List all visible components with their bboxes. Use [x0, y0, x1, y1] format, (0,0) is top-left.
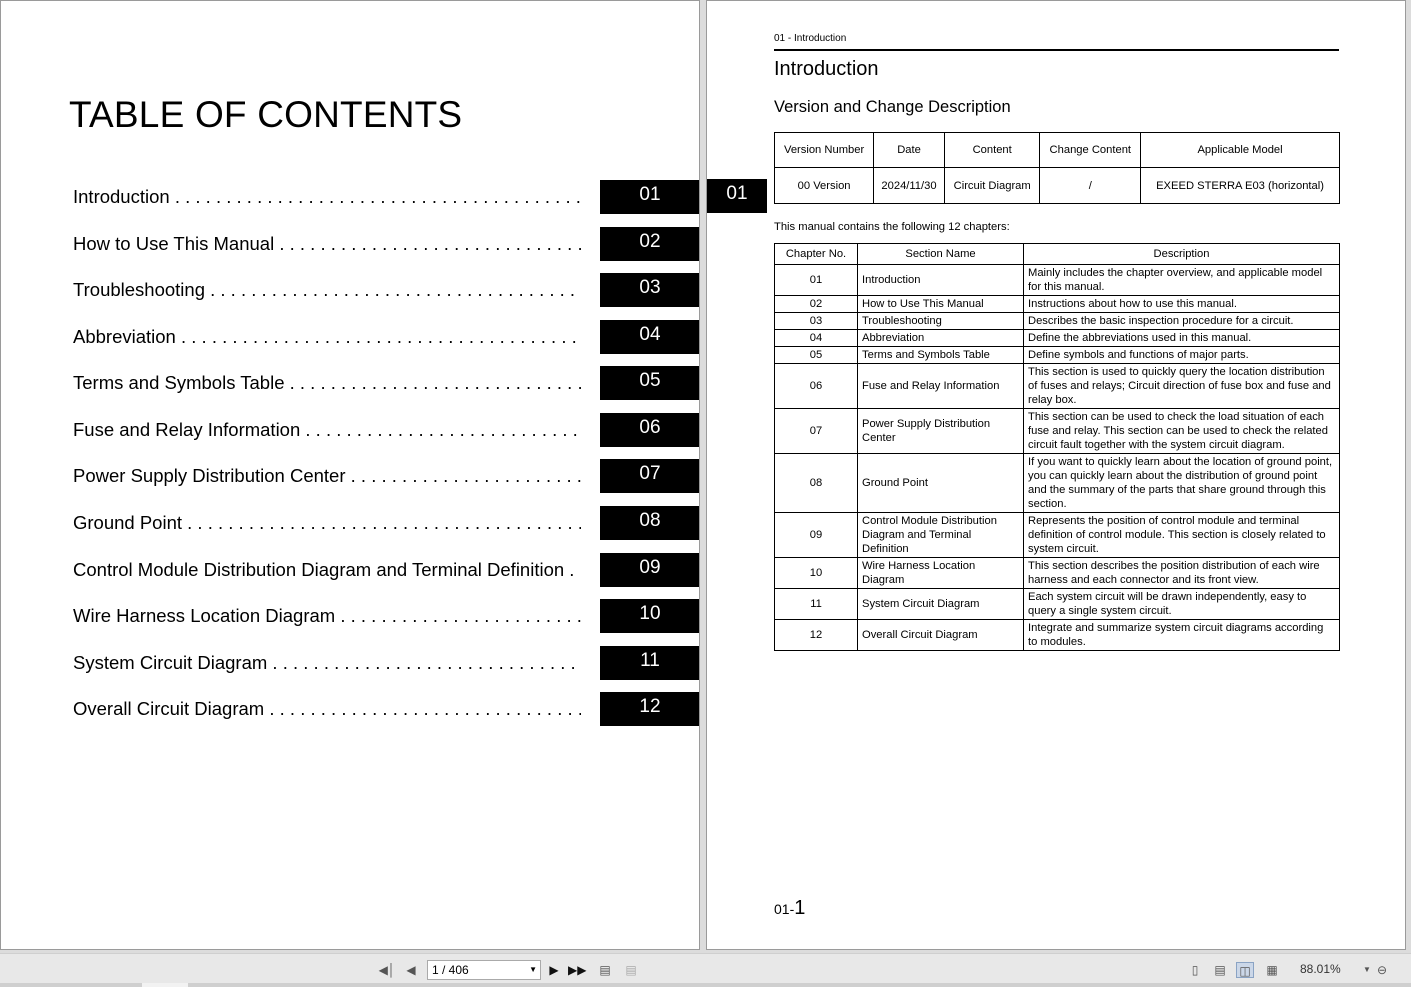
go-forward-icon[interactable]: ▤	[625, 963, 637, 977]
chapter-table-cell: Wire Harness Location Diagram	[858, 558, 1024, 589]
toc-entry-label: Power Supply Distribution Center . . .	[73, 459, 581, 493]
chapter-table-cell: Define symbols and functions of major parts.	[1024, 347, 1340, 364]
chapter-table-cell: Ground Point	[858, 454, 1024, 513]
table-row	[775, 265, 1340, 296]
continuous-view-icon[interactable]: ▤	[1214, 963, 1226, 977]
toc-entry[interactable]	[73, 506, 700, 540]
toc-entry-label: Introduction . . .	[73, 180, 581, 214]
page-number-value: 1	[794, 897, 806, 919]
horizontal-scrollbar[interactable]	[0, 983, 1411, 987]
page-indicator-field[interactable]	[427, 960, 541, 980]
version-table-header: Change Content	[1040, 133, 1141, 168]
toc-entry[interactable]	[73, 320, 700, 354]
table-row	[775, 558, 1340, 589]
chapter-table-cell: Troubleshooting	[858, 313, 1024, 330]
table-row	[775, 313, 1340, 330]
chapter-table-cell: If you want to quickly learn about the location of ground point, you can quickly learn about the distribution of ground point and the summary of the parts that share ground through this section.	[1024, 454, 1340, 513]
toc-entry-number: 06	[600, 413, 700, 447]
first-page-icon[interactable]: ◀│	[378, 963, 396, 977]
zoom-level[interactable]: 88.01%	[1300, 962, 1341, 976]
toc-entry[interactable]	[73, 459, 700, 493]
chapter-table-cell: Introduction	[858, 265, 1024, 296]
table-row	[775, 454, 1340, 513]
facing-view-icon[interactable]: ◫	[1236, 962, 1254, 978]
chapter-table-cell: Abbreviation	[858, 330, 1024, 347]
table-row	[775, 409, 1340, 454]
table-row	[775, 620, 1340, 651]
zoom-out-icon[interactable]: ⊖	[1376, 963, 1388, 977]
chapters-intro-text: This manual contains the following 12 chapters:	[774, 221, 1010, 233]
chapter-table-cell: Each system circuit will be drawn independently, easy to query a single system circuit.	[1024, 589, 1340, 620]
page-indicator: 1 / 406	[432, 963, 469, 977]
version-table-cell: 2024/11/30	[874, 168, 945, 204]
chapter-table-cell: 06	[775, 364, 858, 409]
introduction-page	[706, 0, 1406, 950]
next-page-icon[interactable]: ▶	[549, 963, 559, 977]
header-rule	[774, 49, 1339, 51]
chapter-table-cell: Define the abbreviations used in this manual.	[1024, 330, 1340, 347]
page-number	[774, 897, 805, 920]
toc-entry-number: 12	[600, 692, 700, 726]
version-table-header: Date	[874, 133, 945, 168]
version-table	[774, 132, 1340, 204]
toc-entry-label: Terms and Symbols Table . . .	[73, 366, 581, 400]
chapter-table-header: Chapter No.	[775, 244, 858, 265]
scrollbar-thumb[interactable]	[142, 983, 188, 987]
single-page-view-icon[interactable]: ▯	[1191, 963, 1199, 977]
running-head: 01 - Introduction	[774, 33, 847, 44]
toc-entry-number: 07	[600, 459, 700, 493]
toc-entry[interactable]	[73, 646, 700, 680]
chapter-table-cell: 08	[775, 454, 858, 513]
subsection-title: Version and Change Description	[774, 98, 1011, 116]
toc-entry-label: Fuse and Relay Information . . .	[73, 413, 581, 447]
chapter-table-cell: Fuse and Relay Information	[858, 364, 1024, 409]
toc-entry[interactable]	[73, 366, 700, 400]
toc-entry-number: 01	[600, 180, 700, 214]
chapter-table-cell: 02	[775, 296, 858, 313]
chapter-table-cell: 01	[775, 265, 858, 296]
table-row	[775, 296, 1340, 313]
version-table-cell: 00 Version	[775, 168, 874, 204]
toc-title: TABLE OF CONTENTS	[69, 94, 463, 135]
chapter-table-cell: Control Module Distribution Diagram and Terminal Definition	[858, 513, 1024, 558]
zoom-dropdown-icon[interactable]: ▼	[1363, 965, 1371, 974]
chapter-table-cell: 04	[775, 330, 858, 347]
version-table-cell: Circuit Diagram	[944, 168, 1040, 204]
chapter-table-cell: Mainly includes the chapter overview, and applicable model for this manual.	[1024, 265, 1340, 296]
chapter-table-cell: 05	[775, 347, 858, 364]
chapter-table-cell: Describes the basic inspection procedure for a circuit.	[1024, 313, 1340, 330]
chapter-table-cell: 09	[775, 513, 858, 558]
toc-entry-number: 03	[600, 273, 700, 307]
version-table-header: Applicable Model	[1141, 133, 1340, 168]
table-row	[775, 330, 1340, 347]
chapter-table-cell: 12	[775, 620, 858, 651]
toc-entry[interactable]	[73, 180, 700, 214]
chapter-table-cell: Integrate and summarize system circuit diagrams according to modules.	[1024, 620, 1340, 651]
section-title: Introduction	[774, 58, 879, 80]
toc-entry[interactable]	[73, 692, 700, 726]
toc-page	[0, 0, 700, 950]
toc-entry-number: 11	[600, 646, 700, 680]
table-row	[775, 364, 1340, 409]
chapter-table-cell: Power Supply Distribution Center	[858, 409, 1024, 454]
toc-entry-number: 08	[600, 506, 700, 540]
toc-entry-number: 05	[600, 366, 700, 400]
chapter-table-cell: This section describes the position distribution of each wire harness and each connector and its front view.	[1024, 558, 1340, 589]
go-back-icon[interactable]: ▤	[599, 963, 611, 977]
version-table-header: Content	[944, 133, 1040, 168]
previous-page-icon[interactable]: ◀	[406, 963, 416, 977]
page-number-prefix: 01-	[774, 901, 795, 917]
chapter-table-cell: 07	[775, 409, 858, 454]
chapter-table-cell: This section can be used to check the load situation of each fuse and relay. This section can be used to check the related circuit fault together with the system circuit diagram.	[1024, 409, 1340, 454]
toc-entry-label: Ground Point . . .	[73, 506, 581, 540]
version-table-header: Version Number	[775, 133, 874, 168]
chapter-table-cell: 11	[775, 589, 858, 620]
chapter-table-cell: Instructions about how to use this manual.	[1024, 296, 1340, 313]
toc-entry-label: Control Module Distribution Diagram and Terminal Definition . . .	[73, 553, 581, 587]
last-page-icon[interactable]: ▶▶	[568, 963, 587, 977]
toc-entry-label: Troubleshooting . . .	[73, 273, 581, 307]
chapter-table-cell: Terms and Symbols Table	[858, 347, 1024, 364]
chevron-down-icon[interactable]: ▼	[529, 965, 537, 974]
toc-entry-label: How to Use This Manual . . .	[73, 227, 581, 261]
version-table-cell: /	[1040, 168, 1141, 204]
chapter-table-cell: 10	[775, 558, 858, 589]
table-row	[775, 513, 1340, 558]
toc-entry-number: 10	[600, 599, 700, 633]
toc-entry-number: 09	[600, 553, 700, 587]
toc-entry[interactable]	[73, 227, 700, 261]
viewer-toolbar	[0, 953, 1411, 987]
toc-entry[interactable]	[73, 599, 700, 633]
toc-entry-label: Overall Circuit Diagram . . .	[73, 692, 581, 726]
table-row	[775, 347, 1340, 364]
chapter-table-header: Description	[1024, 244, 1340, 265]
chapter-table-cell: How to Use This Manual	[858, 296, 1024, 313]
chapter-table-cell: Overall Circuit Diagram	[858, 620, 1024, 651]
chapter-table-cell: Represents the position of control module and terminal definition of control module. This section is closely related to system circuit.	[1024, 513, 1340, 558]
toc-entry-label: Abbreviation . . .	[73, 320, 581, 354]
chapter-table-cell: This section is used to quickly query the location distribution of fuses and relays; Circuit direction of fuse box and fuse and relay box.	[1024, 364, 1340, 409]
toc-entry[interactable]	[73, 413, 700, 447]
chapter-table-header: Section Name	[858, 244, 1024, 265]
chapter-table-cell: 03	[775, 313, 858, 330]
version-table-cell: EXEED STERRA E03 (horizontal)	[1141, 168, 1340, 204]
toc-entry-label: System Circuit Diagram . . .	[73, 646, 581, 680]
continuous-facing-view-icon[interactable]: ▦	[1266, 963, 1278, 977]
toc-entry-number: 02	[600, 227, 700, 261]
toc-entry-label: Wire Harness Location Diagram . . .	[73, 599, 581, 633]
chapter-tab: 01	[707, 179, 767, 213]
toc-entry-number: 04	[600, 320, 700, 354]
chapter-table-cell: System Circuit Diagram	[858, 589, 1024, 620]
table-row	[775, 589, 1340, 620]
toc-entry[interactable]	[73, 553, 700, 587]
chapter-table	[774, 243, 1340, 651]
toc-entry[interactable]	[73, 273, 700, 307]
